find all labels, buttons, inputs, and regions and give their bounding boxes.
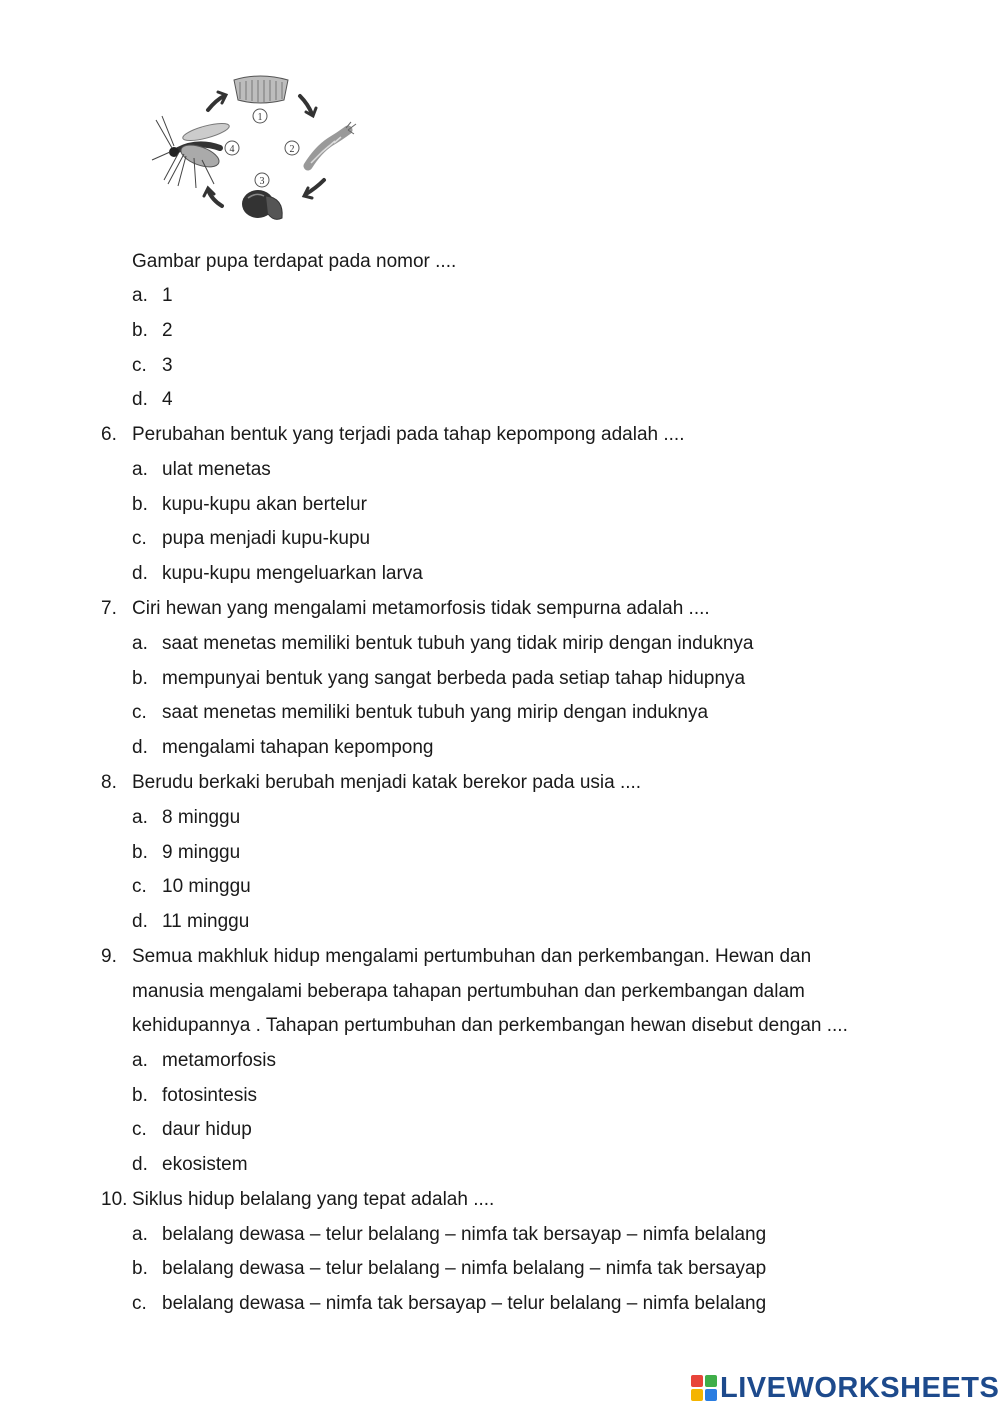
stage-label-2: 2: [289, 144, 295, 155]
q8-option-letter: a.: [132, 807, 148, 828]
q7-option-text[interactable]: mempunyai bentuk yang sangat berbeda pada setiap tahap hidupnya: [162, 668, 746, 689]
q9-option-text[interactable]: fotosintesis: [162, 1085, 258, 1106]
q9-option-letter: a.: [132, 1050, 148, 1071]
pupa-illustration: [242, 190, 282, 219]
q8-option-letter: d.: [132, 911, 148, 932]
q8-option-letter: c.: [132, 876, 147, 897]
q9-option-text[interactable]: ekosistem: [162, 1154, 248, 1175]
liveworksheets-logo[interactable]: [691, 1372, 999, 1404]
q7-option-letter: c.: [132, 702, 147, 723]
q9-option-text[interactable]: metamorfosis: [162, 1050, 277, 1071]
q7-option-letter: d.: [132, 737, 148, 758]
q6-option-letter: a.: [132, 459, 148, 480]
q10-option-text[interactable]: belalang dewasa – nimfa tak bersayap – telur belalang – nimfa belalang: [162, 1293, 767, 1314]
q9-stem-line: Semua makhluk hidup mengalami pertumbuhan dan perkembangan. Hewan dan: [132, 946, 812, 967]
q6-option-text[interactable]: kupu-kupu mengeluarkan larva: [162, 563, 423, 584]
q9-option-text[interactable]: daur hidup: [162, 1119, 252, 1140]
stage-label-1: 1: [257, 112, 263, 123]
q5-stem: Gambar pupa terdapat pada nomor ....: [132, 251, 457, 272]
q9-option-letter: c.: [132, 1119, 147, 1140]
q9-number: 9.: [101, 946, 117, 967]
q6-option-letter: b.: [132, 494, 148, 515]
q5-option-text[interactable]: 1: [162, 285, 173, 306]
q9-option-letter: d.: [132, 1154, 148, 1175]
q9-stem-line: manusia mengalami beberapa tahapan pertumbuhan dan perkembangan dalam: [132, 981, 805, 1002]
q7-option-letter: b.: [132, 668, 148, 689]
adult-mosquito-illustration: [152, 116, 231, 188]
q7-option-letter: a.: [132, 633, 148, 654]
stage-label-4: 4: [229, 144, 235, 155]
q8-stem: Berudu berkaki berubah menjadi katak berekor pada usia ....: [132, 772, 642, 793]
mosquito-life-cycle-diagram: [148, 70, 360, 230]
q6-stem: Perubahan bentuk yang terjadi pada tahap kepompong adalah ....: [132, 424, 685, 445]
stage-label-3: 3: [259, 176, 265, 187]
q8-option-text[interactable]: 8 minggu: [162, 807, 241, 828]
q7-stem: Ciri hewan yang mengalami metamorfosis tidak sempurna adalah ....: [132, 598, 710, 619]
q6-option-text[interactable]: ulat menetas: [162, 459, 271, 480]
logo-tiles-icon: [691, 1375, 717, 1401]
logo-wordmark: LIVEWORKSHEETS: [720, 1371, 999, 1404]
q5-option-letter: a.: [132, 285, 148, 306]
q5-option-letter: d.: [132, 389, 148, 410]
q10-option-letter: b.: [132, 1258, 148, 1279]
q10-stem: Siklus hidup belalang yang tepat adalah ....: [132, 1189, 495, 1210]
q8-option-text[interactable]: 9 minggu: [162, 842, 241, 863]
q7-number: 7.: [101, 598, 117, 619]
q5-option-text[interactable]: 4: [162, 389, 173, 410]
q7-option-text[interactable]: mengalami tahapan kepompong: [162, 737, 434, 758]
q5-option-letter: b.: [132, 320, 148, 341]
q7-option-text[interactable]: saat menetas memiliki bentuk tubuh yang mirip dengan induknya: [162, 702, 709, 723]
q8-option-text[interactable]: 11 minggu: [162, 911, 250, 932]
q5-option-text[interactable]: 3: [162, 355, 173, 376]
q8-number: 8.: [101, 772, 117, 793]
q10-number: 10.: [101, 1189, 128, 1210]
q6-option-letter: c.: [132, 528, 147, 549]
q6-number: 6.: [101, 424, 117, 445]
q8-option-text[interactable]: 10 minggu: [162, 876, 251, 897]
larva-illustration: [308, 122, 356, 166]
q6-option-text[interactable]: kupu-kupu akan bertelur: [162, 494, 367, 515]
q6-option-letter: d.: [132, 563, 148, 584]
q7-option-text[interactable]: saat menetas memiliki bentuk tubuh yang tidak mirip dengan induknya: [162, 633, 754, 654]
q5-option-letter: c.: [132, 355, 147, 376]
q9-option-letter: b.: [132, 1085, 148, 1106]
q5-option-text[interactable]: 2: [162, 320, 173, 341]
q9-stem-line: kehidupannya . Tahapan pertumbuhan dan perkembangan hewan disebut dengan ....: [132, 1015, 848, 1036]
q8-option-letter: b.: [132, 842, 148, 863]
stage-number-labels: [225, 109, 299, 187]
q6-option-text[interactable]: pupa menjadi kupu-kupu: [162, 528, 371, 549]
q10-option-text[interactable]: belalang dewasa – telur belalang – nimfa tak bersayap – nimfa belalang: [162, 1224, 767, 1245]
egg-raft-illustration: [234, 76, 288, 103]
q10-option-text[interactable]: belalang dewasa – telur belalang – nimfa belalang – nimfa tak bersayap: [162, 1258, 767, 1279]
q10-option-letter: a.: [132, 1224, 148, 1245]
q10-option-letter: c.: [132, 1293, 147, 1314]
